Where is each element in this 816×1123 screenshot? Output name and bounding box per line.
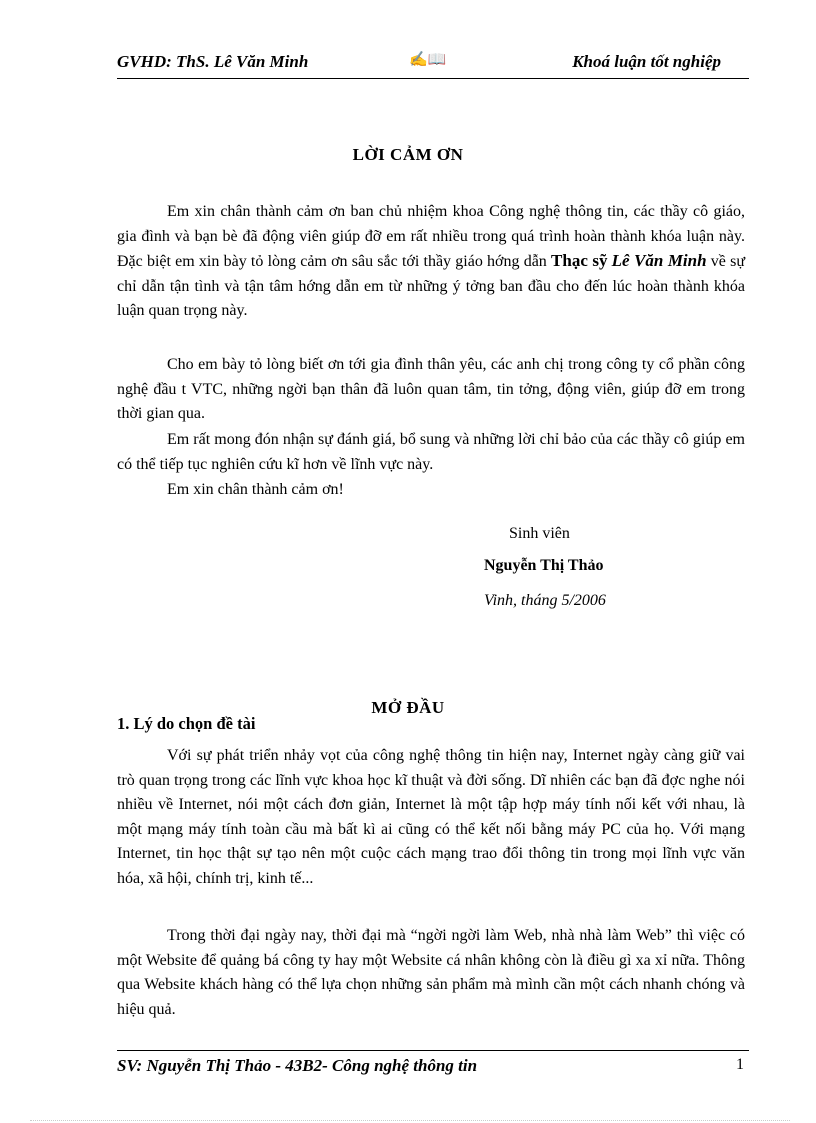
- acknowledgement-paragraph-2: Cho em bày tỏ lòng biết ơn tới gia đình thân yêu, các anh chị trong công ty cổ phần công nghệ đầu t VTC, những ngời bạn thân đã luôn quan tâm, tin tởng, động viên, giúp đỡ em trong thời gian qua.: [117, 356, 745, 423]
- signature-role: Sinh viên: [509, 525, 570, 542]
- signature-name: Nguyễn Thị Thảo: [484, 557, 604, 574]
- acknowledgement-paragraph-3: Em rất mong đón nhận sự đánh giá, bổ sung và những lời chỉ bảo của các thầy cô giúp em có thể tiếp tục nghiên cứu kĩ hơn về lĩnh vực này.: [117, 431, 745, 473]
- header-thesis-type: Khoá luận tốt nghiệp: [572, 52, 721, 71]
- section-heading: 1. Lý do chọn đề tài: [117, 714, 256, 733]
- intro-paragraph-1: Với sự phát triển nhảy vọt của công nghệ thông tin hiện nay, Internet ngày càng giữ vai trò quan trọng trong các lĩnh vực khoa học kĩ thuật và đời sống. Dĩ nhiên các bạn đã đợc nghe nói nhiều về Internet, nói một cách đơn giản, Internet là một tập hợp máy tính nối kết với nhau, là một mạng máy tính toàn cầu mà bất kì ai cũng có thể kết nối bằng máy PC của họ. Với mạng Internet, tin học thật sự tạo nên một cuộc cách mạng trao đổi thông tin trong mọi lĩnh vực văn hóa, xã hội, chính trị, kinh tế...: [117, 747, 745, 887]
- acknowledgement-paragraph-1: Em xin chân thành cảm ơn ban chủ nhiệm khoa Công nghệ thông tin, các thầy cô giáo, gia đình và bạn bè đã động viên giúp đỡ em rất nhiều trong quá trình hoàn thành khóa luận này. Đặc biệt em xin bày tỏ lòng cảm ơn sâu sắc tới thầy giáo hớng dẫn Thạc sỹ Lê Văn Minh về sự chỉ dẫn tận tình và tận tâm hớng dẫn em từ những ý tởng ban đầu cho đến lúc hoàn thành khóa luận quan trọng này.: [117, 203, 746, 320]
- acknowledgement-paragraph-4: Em xin chân thành cảm ơn!: [167, 481, 344, 498]
- acknowledgement-title: LỜI CẢM ƠN: [352, 145, 464, 164]
- intro-title: MỞ ĐẦU: [371, 698, 445, 717]
- page-boundary: [30, 1120, 790, 1121]
- footer-student: SV: Nguyễn Thị Thảo - 43B2- Công nghệ thông tin: [117, 1056, 478, 1075]
- signature-place-date: Vinh, tháng 5/2006: [484, 592, 606, 609]
- advisor-degree: Thạc sỹ: [551, 251, 608, 271]
- header-advisor: GVHD: ThS. Lê Văn Minh: [117, 52, 309, 71]
- footer-rule: [117, 1050, 749, 1051]
- book-ornament-icon: ✍📖: [409, 52, 447, 68]
- page-footer: [117, 1056, 749, 1076]
- page-header: [117, 48, 749, 72]
- header-rule: [117, 78, 749, 79]
- intro-paragraph-2: Trong thời đại ngày nay, thời đại mà “ngời ngời làm Web, nhà nhà làm Web” thì việc có một Website để quảng bá công ty hay một Website cá nhân không còn là điều gì xa xỉ nữa. Thông qua Website khách hàng có thể lựa chọn những sản phẩm mà mình cần một cách nhanh chóng và hiệu quả.: [117, 927, 745, 1018]
- advisor-name: Lê Văn Minh: [611, 251, 707, 271]
- page-number: 1: [736, 1056, 744, 1073]
